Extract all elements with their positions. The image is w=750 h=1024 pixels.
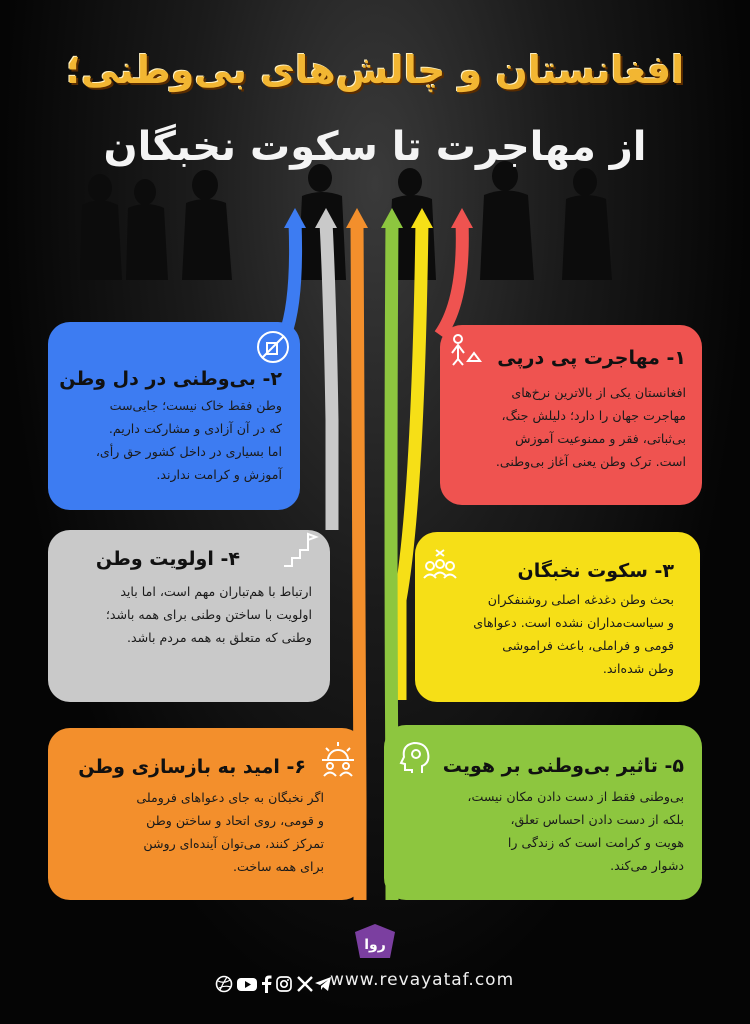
sunrise-people-icon: [318, 738, 358, 778]
logo-text: ر‌و‌ا: [364, 937, 386, 953]
stairs-flag-icon: [280, 532, 320, 572]
card-title: ۲- بی‌وطنی در دل وطن: [59, 368, 282, 390]
card-text: [496, 381, 686, 473]
revayataf-logo: [350, 922, 400, 962]
text-line: افغانستان یکی از بالاترین نرخ‌های: [511, 385, 686, 400]
text-line: قومی و فراملی، باعث فراموشی: [502, 638, 674, 653]
text-line: اولویت با ساختن وطنی برای همه باشد؛: [105, 607, 312, 622]
text-line: وطن فقط خاک نیست؛ جایی‌ست: [109, 398, 282, 413]
text-line: آموزش و کرامت ندارند.: [156, 467, 282, 482]
text-line: وطن شده‌اند.: [602, 661, 674, 676]
text-line: دشوار می‌کند.: [610, 858, 684, 873]
card-reconstruction-hope: [48, 728, 364, 900]
card-text: [467, 785, 684, 877]
text-line: وطنی که متعلق به همه مردم باشد.: [126, 630, 312, 645]
youtube-icon[interactable]: [236, 975, 258, 993]
card-text: [96, 394, 282, 486]
text-line: بی‌وطنی فقط از دست دادن مکان نیست،: [467, 789, 684, 804]
main-title: افغانستان و چالش‌های بی‌وطنی؛: [65, 48, 685, 92]
silent-group-icon: [420, 544, 460, 584]
card-statelessness-within: [48, 322, 300, 510]
flow-line-gray: [326, 222, 332, 530]
text-line: اگر نخبگان به جای دعواهای فروملی: [136, 790, 324, 805]
text-line: بلکه از دست دادن احساس تعلق،: [510, 812, 684, 827]
x-icon[interactable]: [296, 975, 314, 993]
text-line: است. ترک وطن یعنی آغاز بی‌وطنی.: [495, 454, 686, 469]
card-title: ۴- اولویت وطن: [95, 548, 240, 570]
card-elite-silence: [415, 532, 700, 702]
card-text: [106, 580, 312, 649]
card-identity-impact: [384, 725, 702, 900]
text-line: اما بسیاری در داخل کشور حق رأی،: [95, 444, 282, 459]
card-title: ۱- مهاجرت پی‌ درپی: [497, 347, 686, 369]
card-text: [136, 786, 324, 878]
head-identity-icon: [396, 739, 436, 779]
facebook-icon[interactable]: [260, 975, 272, 993]
text-line: تمرکز کنند، می‌توان آینده‌ای روشن: [143, 836, 324, 851]
text-line: ارتباط با هم‌تباران مهم است، اما باید: [120, 584, 312, 599]
text-line: و قومی، روی اتحاد و ساختن وطن: [146, 813, 324, 828]
card-migration: [440, 325, 702, 505]
flow-line-blue: [285, 222, 296, 335]
text-line: بحث وطن دغدغه اصلی روشنفکران: [487, 592, 674, 607]
card-title: ۳- سکوت نخبگان: [517, 560, 674, 582]
subtitle: از مهاجرت تا سکوت نخبگان: [103, 124, 647, 170]
text-line: که در آن آزادی و مشارکت داریم.: [108, 421, 282, 436]
instagram-icon[interactable]: [275, 975, 293, 993]
no-rights-icon: [253, 327, 293, 367]
migration-icon: [444, 331, 484, 371]
text-line: هویت و کرامت است که زندگی را: [507, 835, 684, 850]
card-title: ۶- امید به بازسازی وطن: [78, 756, 306, 778]
flow-line-red: [440, 222, 462, 335]
card-text: [473, 588, 674, 680]
text-line: و سیاست‌مداران نشده است. دعواهای: [473, 615, 674, 630]
silhouettes: [80, 161, 612, 280]
dribbble-icon[interactable]: [215, 975, 233, 993]
text-line: بی‌ثباتی، فقر و ممنوعیت آموزش: [515, 431, 686, 446]
text-line: مهاجرت جهان را دارد؛ دلیلش جنگ،: [501, 408, 686, 423]
website-url[interactable]: www.revayataf.com: [330, 970, 515, 990]
card-homeland-priority: [48, 530, 330, 702]
text-line: برای همه ساخت.: [232, 859, 324, 874]
card-title: ۵- تاثیر بی‌وطنی بر هویت: [442, 755, 684, 777]
